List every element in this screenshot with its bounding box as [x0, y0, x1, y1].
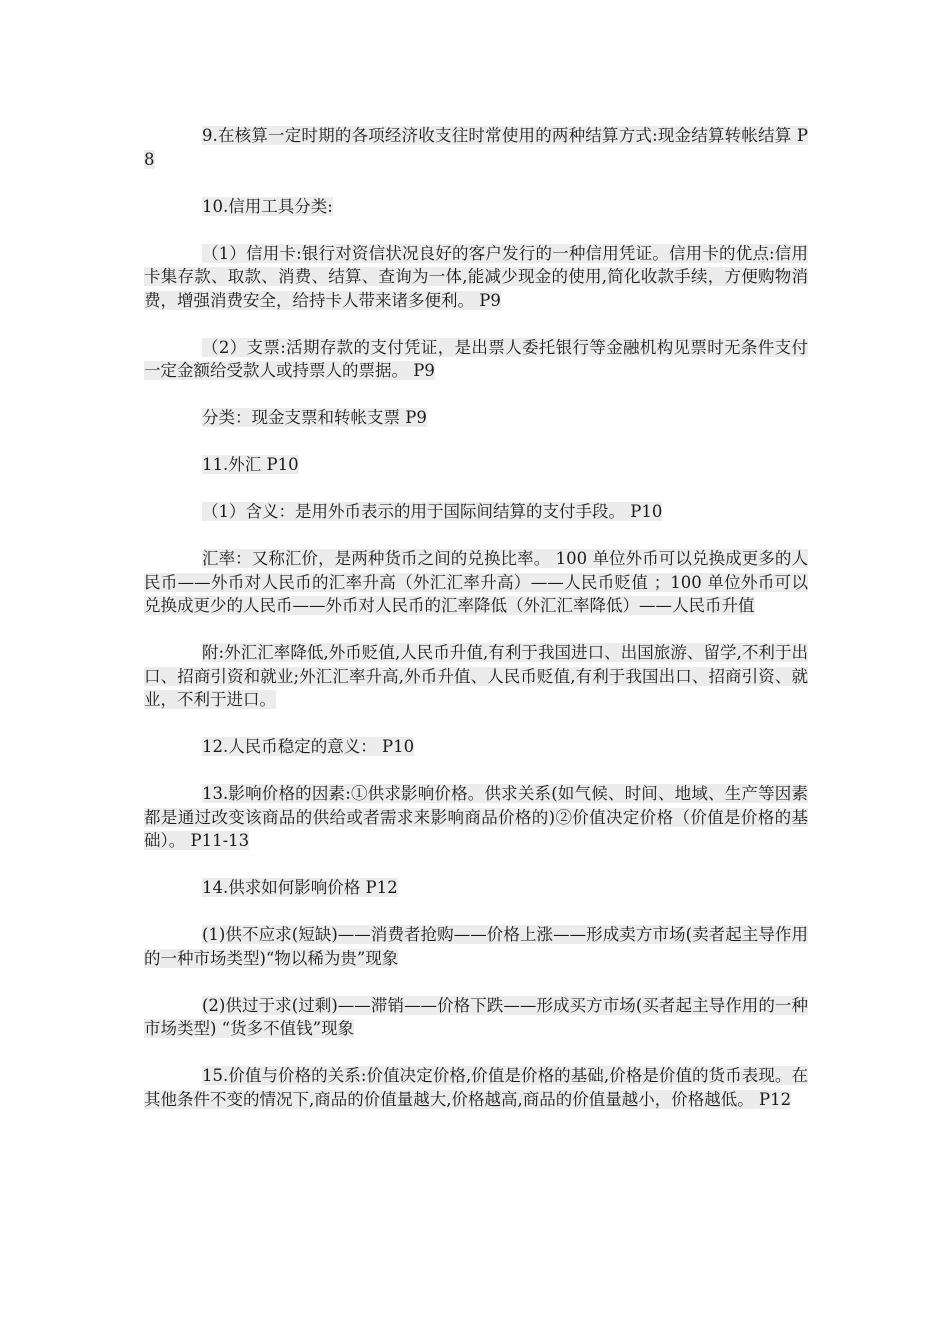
document-body	[144, 124, 808, 1135]
paragraph-11-1: （1）含义：是用外币表示的用于国际间结算的支付手段。 P10	[202, 502, 663, 521]
paragraph-14-2: (2)供过于求(过剩)——滞销——价格下跌——形成买方市场(买者起主导作用的一种市场类型) “货多不值钱”现象	[144, 995, 808, 1038]
paragraph-11: 11.外汇 P10	[202, 455, 299, 474]
paragraph-14-1: (1)供不应求(短缺)——消费者抢购——价格上涨——形成卖方市场(卖者起主导作用的一种市场类型)“物以稀为贵”现象	[144, 925, 808, 968]
paragraph-11-appendix: 附:外汇汇率降低,外币贬值,人民币升值,有利于我国进口、出国旅游、留学,不利于出口、招商引资和就业;外汇汇率升高,外币升值、人民币贬值,有利于我国出口、招商引资、就业，不利于进口。	[144, 643, 808, 709]
paragraph-11-exchange-rate: 汇率：又称汇价，是两种货币之间的兑换比率。 100 单位外币可以兑换成更多的人民币——外币对人民币的汇率升高（外汇汇率升高）——人民币贬值 ；100 单位外币可以兑换成更少的人民币——外币对人民币的汇率降低（外汇汇率降低）——人民币升值	[144, 549, 808, 615]
paragraph-10: 10.信用工具分类:	[202, 196, 333, 216]
paragraph-10-2: （2）支票:活期存款的支付凭证，是出票人委托银行等金融机构见票时无条件支付一定金额给受款人或持票人的票据。 P9	[144, 337, 808, 380]
paragraph-9: 9.在核算一定时期的各项经济收支往时常使用的两种结算方式:现金结算转帐结算 P8	[144, 126, 808, 169]
paragraph-10-1: （1）信用卡:银行对资信状况良好的客户发行的一种信用凭证。信用卡的优点:信用卡集存款、取款、消费、结算、查询为一体,能减少现金的使用,简化收款手续，方便购物消费，增强消费安全，给持卡人带来诸多便利。 P9	[144, 243, 808, 310]
paragraph-14: 14.供求如何影响价格 P12	[202, 878, 398, 897]
paragraph-10-2-classification: 分类：现金支票和转帐支票 P9	[202, 408, 427, 427]
paragraph-15: 15.价值与价格的关系:价值决定价格,价值是价格的基础,价格是价值的货币表现。在其他条件不变的情况下,商品的价值量越大,价格越高,商品的价值量越小，价格越低。 P12	[144, 1066, 808, 1109]
paragraph-12: 12.人民币稳定的意义： P10	[202, 737, 415, 756]
paragraph-13: 13.影响价格的因素:①供求影响价格。供求关系(如气候、时间、地域、生产等因素都是通过改变该商品的供给或者需求来影响商品价格的)②价值决定价格（价值是价格的基础）。 P11-13	[144, 784, 808, 850]
